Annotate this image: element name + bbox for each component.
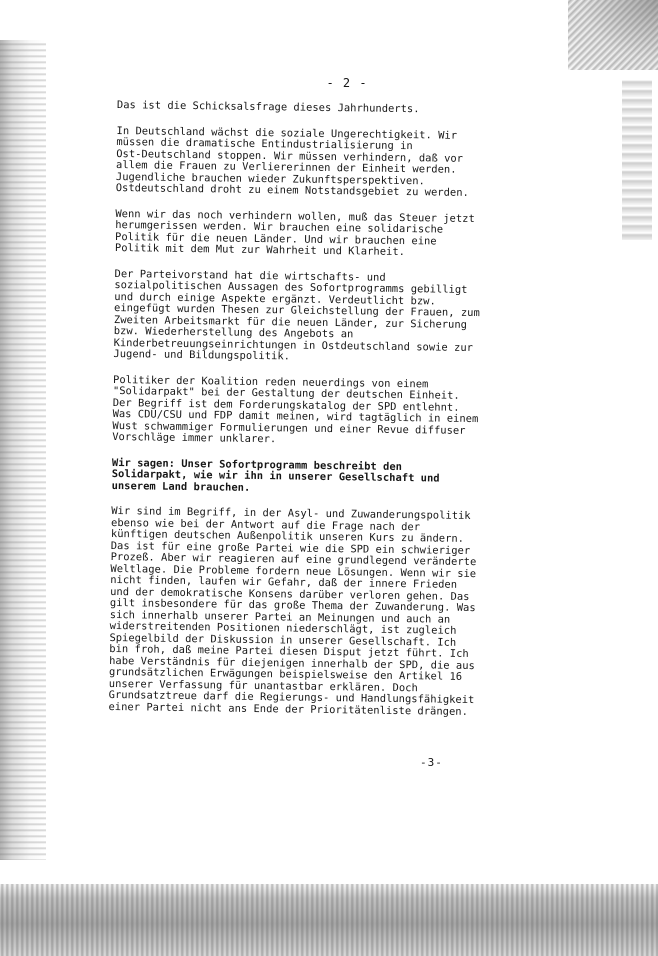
next-page-marker: -3-	[420, 756, 443, 769]
page-number: - 2 -	[326, 76, 368, 90]
scan-noise-bottom	[0, 884, 658, 956]
paragraph-3: Wenn wir das noch verhindern wollen, muß das Steuer jetzt herumgerissen werden. Wir brauchen eine solidarische Politik für die neuen Länder. Und wir brauchen eine Politik mit dem Mut zur Wahrheit und Klarheit.	[114, 207, 475, 259]
paragraph-4: Der Parteivorstand hat die wirtschafts- und sozialpolitischen Aussagen des Sofortprogramms gebilligt und durch einige Aspekte ergänzt. Verdeutlicht bzw. eingefügt wurden Thesen zur Gleichstellung der Frauen, zum Zweiten Arbeitsmarkt für die neuen Länder, zur Sicherung bzw. Wiederherstellung des Angebots an Kinderbetreuungseinrichtungen in Ostdeutschland sowie zur Jugend- und Bildungspolitik.	[113, 267, 480, 363]
document-body	[108, 100, 535, 733]
scan-noise-right	[622, 80, 652, 240]
paragraph-7: Wir sind im Begriff, in der Asyl- und Zuwanderungspolitik ebenso wie bei der Antwort auf die Frage nach der künftigen deutschen Außenpolitik unseren Kurs zu ändern. Das ist für eine große Partei wie die SPD ein schwieriger Prozeß. Aber wir reagieren auf eine grundlegend veränderte Weltlage. Die Probleme fordern neue Lösungen. Wenn wir sie nicht finden, laufen wir Gefahr, daß der innere Frieden und der demokratische Konsens darüber verloren gehen. Das gilt insbesondere für das große Thema der Zuwanderung. Was sich innerhalb unserer Partei an Meinungen und auch an widerstreitenden Positionen niederschlägt, ist zugleich Spiegelbild der Diskussion in unserer Gesellschaft. Ich bin froh, daß meine Partei diesen Disput jetzt führt. Ich habe Verständnis für diejenigen innerhalb der SPD, die aus grundsätzlichen Erwägungen beispielsweise den Artikel 16 unserer Verfassung für unantastbar erklären. Doch Grundsatztreue darf die Regierungs- und Handlungsfähigkeit einer Partei nicht ans Ende der Prioritätenliste drängen.	[108, 504, 477, 718]
paragraph-1: Das ist die Schicksalsfrage dieses Jahrhunderts.	[116, 99, 420, 116]
paragraph-6-emphasis: Wir sagen: Unser Sofortprogramm beschreibt den Solidarpakt, wie wir ihn in unserer Gesellschaft und unserem Land brauchen.	[111, 456, 440, 494]
paragraph-5: Politiker der Koalition reden neuerdings von einem "Solidarpakt" bei der Gestaltung der deutschen Einheit. Der Begriff ist dem Forderungskatalog der SPD entlehnt. Was CDU/CSU und FDP damit meinen, wird tagtäglich in einem Wust schwammiger Formulierungen und einer Revue diffuser Vorschläge immer unklarer.	[112, 373, 479, 446]
scan-noise-top-right	[568, 0, 658, 70]
scan-noise-left	[0, 40, 46, 860]
paragraph-2: In Deutschland wächst die soziale Ungerechtigkeit. Wir müssen die dramatische Entindustrialisierung in Ost-Deutschland stoppen. Wir müssen verhindern, daß vor allem die Frauen zu Verliererinnen der Einheit werden. Jugendliche brauchen wieder Zukunftsperspektiven. Ostdeutschland droht zu einem Notstandsgebiet zu werden.	[115, 124, 469, 199]
